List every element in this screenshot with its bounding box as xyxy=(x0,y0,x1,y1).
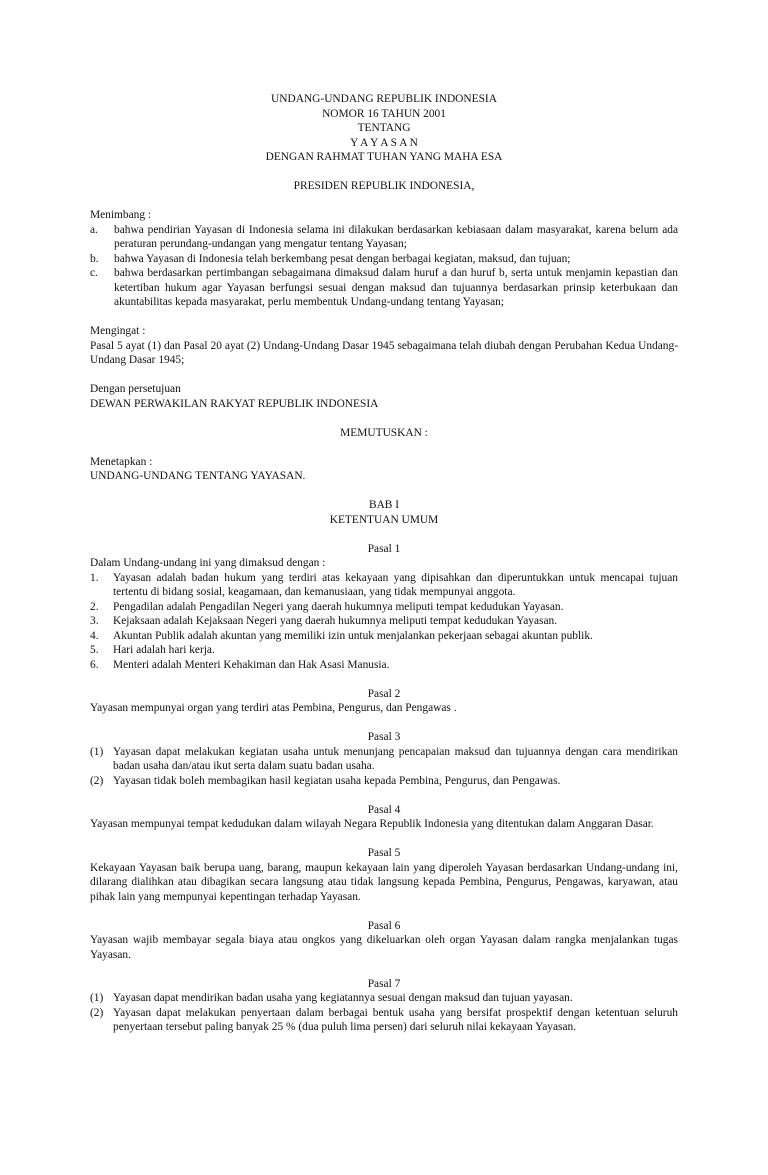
pasal-text: Kekayaan Yayasan baik berupa uang, barang, maupun kekayaan lain yang diperoleh Yayasan berdasarkan Undang-undang ini, dilarang dialihkan atau dibagikan secara langsung atau tidak langsung kepada Pembina, Pengurus, Pengawas, karyawan, atau pihak lain yang mempunyai kepentingan terhadap Yayasan. xyxy=(90,861,678,903)
list-item xyxy=(90,223,678,252)
list-marker: a. xyxy=(90,223,98,236)
list-item xyxy=(90,745,678,774)
list-item xyxy=(90,571,678,600)
list-text: bahwa berdasarkan pertimbangan sebagaimana dimaksud dalam huruf a dan huruf b, serta untuk menjamin kepastian dan ketertiban hukum agar Yayasan berfungsi sesuai dengan maksud dan tujuannya berdasarkan prinsip keterbukaan dan akuntabilitas kepada masyarakat, perlu membentuk Undang-undang tentang Yayasan; xyxy=(114,267,678,308)
president-line: PRESIDEN REPUBLIK INDONESIA, xyxy=(293,180,475,192)
list-item xyxy=(90,658,678,673)
list-item xyxy=(90,774,678,789)
list-text: Yayasan dapat melakukan penyertaan dalam berbagai bentuk usaha yang bersifat prospektif dengan ketentuan seluruh penyertaan tersebut paling banyak 25 % (dua puluh lima persen) dari seluruh nilai kekayaan Yayasan. xyxy=(113,1006,678,1033)
menimbang-label: Menimbang : xyxy=(90,209,152,221)
list-marker: (2) xyxy=(90,774,104,787)
pasal-heading: Pasal 5 xyxy=(367,847,401,859)
bab-number: BAB I xyxy=(368,499,400,511)
list-item xyxy=(90,629,678,644)
list-text: Yayasan adalah badan hukum yang terdiri atas kekayaan yang dipisahkan dan diperuntukkan untuk mencapai tujuan tertentu di bidang sosial, keagamaan, dan kemanusiaan, yang tidak mempunyai anggota. xyxy=(113,571,678,598)
pasal-heading: Pasal 6 xyxy=(367,919,401,932)
list-text: Menteri adalah Menteri Kehakiman dan Hak Asasi Manusia. xyxy=(113,658,390,671)
pasal-text: Yayasan wajib membayar segala biaya atau ongkos yang dikeluarkan oleh organ Yayasan dalam rangka menjalankan tugas Yayasan. xyxy=(90,934,678,961)
title-line-5: DENGAN RAHMAT TUHAN YANG MAHA ESA xyxy=(265,151,503,163)
list-marker: 5. xyxy=(90,644,99,656)
list-item xyxy=(90,991,678,1006)
title-line-1: UNDANG-UNDANG REPUBLIK INDONESIA xyxy=(271,93,497,105)
mengingat-section xyxy=(90,324,678,368)
menimbang-section xyxy=(90,208,678,310)
pasal-6 xyxy=(90,919,678,963)
list-marker: b. xyxy=(90,252,99,265)
list-text: Yayasan tidak boleh membagikan hasil kegiatan usaha kepada Pembina, Pengurus, dan Pengawas. xyxy=(113,774,561,787)
menetapkan-body: UNDANG-UNDANG TENTANG YAYASAN. xyxy=(90,470,306,482)
bab-title: KETENTUAN UMUM xyxy=(329,513,439,526)
title-line-3: TENTANG xyxy=(357,122,411,134)
list-marker: 2. xyxy=(90,600,99,613)
persetujuan-body: DEWAN PERWAKILAN RAKYAT REPUBLIK INDONESIA xyxy=(90,397,379,410)
list-marker: (2) xyxy=(90,1006,104,1019)
pasal-5 xyxy=(90,846,678,904)
list-text: Hari adalah hari kerja. xyxy=(113,644,215,656)
list-marker: 4. xyxy=(90,629,99,642)
title-line-4: Y A Y A S A N xyxy=(350,136,418,149)
title-line-2: NOMOR 16 TAHUN 2001 xyxy=(322,107,446,120)
pasal-heading: Pasal 2 xyxy=(367,687,401,700)
pasal-4 xyxy=(90,803,678,832)
pasal-7 xyxy=(90,977,678,1035)
pasal-heading: Pasal 4 xyxy=(367,803,401,816)
list-text: Pengadilan adalah Pengadilan Negeri yang daerah hukumnya meliputi tempat kedudukan Yayasan. xyxy=(113,600,564,613)
list-text: Yayasan dapat mendirikan badan usaha yang kegiatannya sesuai dengan maksud dan tujuan yayasan. xyxy=(113,992,573,1004)
persetujuan-label: Dengan persetujuan xyxy=(90,383,181,395)
list-item xyxy=(90,1006,678,1035)
menetapkan-label: Menetapkan : xyxy=(90,455,153,468)
list-text: Yayasan dapat melakukan kegiatan usaha untuk menunjang pencapaian maksud dan tujuannya dengan cara mendirikan badan usaha dan/atau ikut serta dalam suatu badan usaha. xyxy=(113,745,678,772)
pasal-text: Yayasan mempunyai organ yang terdiri atas Pembina, Pengurus, dan Pengawas . xyxy=(90,702,457,714)
pasal-1 xyxy=(90,542,678,673)
list-text: Akuntan Publik adalah akuntan yang memiliki izin untuk menjalankan pekerjaan sebagai akuntan publik. xyxy=(113,629,593,642)
list-item xyxy=(90,600,678,615)
menetapkan-section xyxy=(90,455,678,484)
list-marker: 6. xyxy=(90,658,99,671)
mengingat-text: Pasal 5 ayat (1) dan Pasal 20 ayat (2) Undang-Undang Dasar 1945 sebagaimana telah diubah dengan Perubahan Kedua Undang-Undang Dasar 1945; xyxy=(90,339,678,366)
pasal-3 xyxy=(90,730,678,788)
persetujuan-section xyxy=(90,382,678,411)
list-item xyxy=(90,614,678,629)
document-page xyxy=(90,92,678,1035)
document-header xyxy=(90,92,678,194)
memutuskan-heading: MEMUTUSKAN : xyxy=(340,426,428,439)
pasal-intro: Dalam Undang-undang ini yang dimaksud dengan : xyxy=(90,557,326,569)
list-text: bahwa pendirian Yayasan di Indonesia selama ini dilakukan berdasarkan kebiasaan dalam masyarakat, karena belum ada peraturan perundang-undangan yang mengatur tentang Yayasan; xyxy=(114,223,678,250)
pasal-heading: Pasal 3 xyxy=(367,731,401,743)
list-marker: c. xyxy=(90,267,98,279)
list-item xyxy=(90,252,678,267)
list-marker: (1) xyxy=(90,992,104,1004)
list-marker: (1) xyxy=(90,745,104,758)
list-item xyxy=(90,643,678,658)
list-marker: 3. xyxy=(90,615,99,627)
list-marker: 1. xyxy=(90,571,99,584)
pasal-heading: Pasal 1 xyxy=(367,542,401,555)
pasal-2 xyxy=(90,687,678,716)
mengingat-label: Mengingat : xyxy=(90,325,146,337)
list-text: bahwa Yayasan di Indonesia telah berkembang pesat dengan berbagai kegiatan, maksud, dan tujuan; xyxy=(114,252,571,265)
list-text: Kejaksaan adalah Kejaksaan Negeri yang daerah hukumnya meliputi tempat kedudukan Yayasan. xyxy=(113,615,558,627)
list-item xyxy=(90,266,678,310)
pasal-text: Yayasan mempunyai tempat kedudukan dalam wilayah Negara Republik Indonesia yang ditentukan dalam Anggaran Dasar. xyxy=(90,818,654,830)
pasal-heading: Pasal 7 xyxy=(367,977,401,990)
